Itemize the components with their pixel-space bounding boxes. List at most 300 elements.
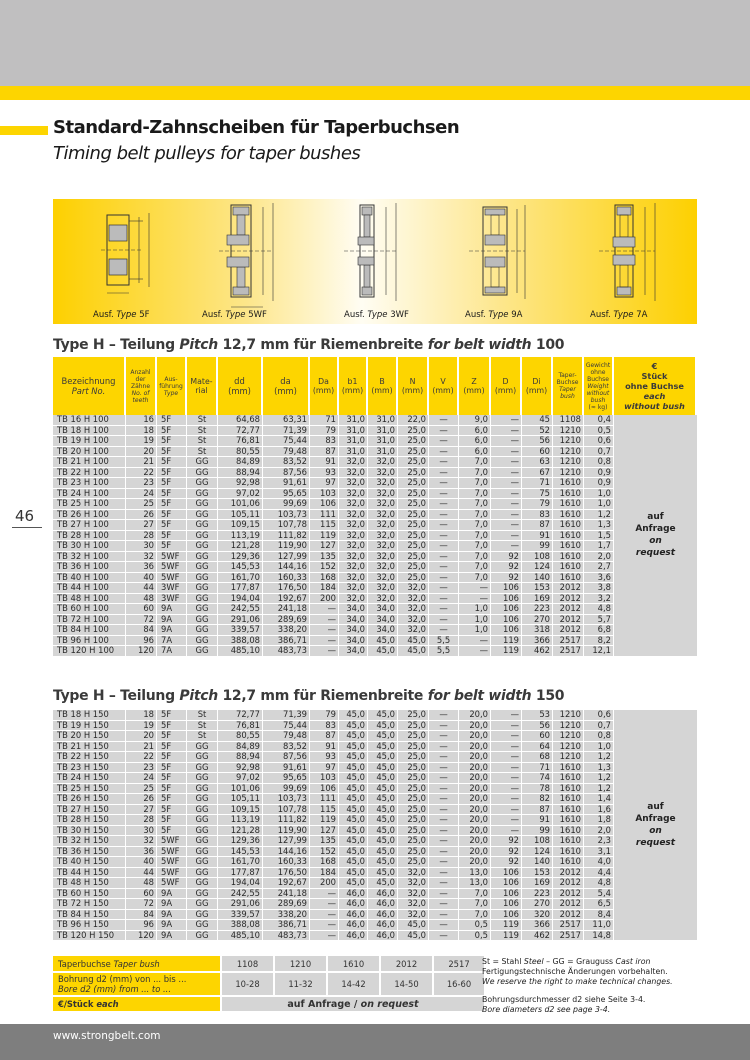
table-row bbox=[53, 552, 614, 563]
table-cell: GG bbox=[187, 847, 217, 857]
table-cell: — bbox=[491, 541, 521, 551]
table-cell: 63,31 bbox=[263, 415, 309, 425]
table-cell: 121,28 bbox=[218, 541, 262, 551]
table-cell: TB 32 H 150 bbox=[53, 836, 125, 846]
table-cell: 20,0 bbox=[459, 836, 490, 846]
table-cell: 20,0 bbox=[459, 763, 490, 773]
table-cell: TB 20 H 100 bbox=[53, 447, 125, 457]
table-cell: 9A bbox=[157, 910, 186, 920]
bore-range: 10-28 bbox=[221, 972, 274, 996]
table-cell: 7,0 bbox=[459, 562, 490, 572]
table-cell: 5WF bbox=[157, 573, 186, 583]
table-cell: 0,5 bbox=[459, 920, 490, 930]
table-cell: 145,53 bbox=[218, 847, 262, 857]
table-cell: TB 72 H 100 bbox=[53, 615, 125, 625]
table-cell: 82 bbox=[522, 794, 552, 804]
table-cell: 32,0 bbox=[368, 552, 397, 562]
table-cell: — bbox=[429, 604, 458, 614]
table-row bbox=[53, 826, 614, 837]
table-cell: 177,87 bbox=[218, 583, 262, 593]
table-cell: 3WF bbox=[157, 583, 186, 593]
table-cell: 1610 bbox=[553, 773, 583, 783]
table-cell: 45,0 bbox=[339, 752, 367, 762]
table-cell: 5WF bbox=[157, 868, 186, 878]
header-material: Mate- rial bbox=[187, 357, 217, 415]
table-row bbox=[53, 763, 614, 774]
table-cell: 32,0 bbox=[368, 583, 397, 593]
table-cell: 5F bbox=[157, 710, 186, 720]
header-weight: Gewicht ohne Buchse Weight without bush (≈ kg) bbox=[584, 357, 613, 415]
table-cell: — bbox=[429, 721, 458, 731]
taper-bush-table bbox=[53, 956, 486, 1013]
table-cell: GG bbox=[187, 752, 217, 762]
table-cell: — bbox=[429, 878, 458, 888]
table-cell: 32,0 bbox=[398, 889, 428, 899]
table-cell: 338,20 bbox=[263, 625, 309, 635]
table-cell: 24 bbox=[126, 773, 156, 783]
table-cell: 45,0 bbox=[368, 721, 397, 731]
table-cell: 1610 bbox=[553, 541, 583, 551]
table-row bbox=[53, 457, 614, 468]
table-cell: 52 bbox=[522, 426, 552, 436]
table-cell: 32,0 bbox=[368, 531, 397, 541]
table-cell: 1610 bbox=[553, 763, 583, 773]
table-cell: 25,0 bbox=[398, 836, 428, 846]
header-type: Aus- führung Type bbox=[157, 357, 186, 415]
table-cell: 339,57 bbox=[218, 625, 262, 635]
table-cell: — bbox=[310, 931, 338, 941]
table-cell: 1210 bbox=[553, 426, 583, 436]
table-cell: 3,1 bbox=[584, 847, 613, 857]
table-cell: 32,0 bbox=[398, 878, 428, 888]
table-cell: 2,3 bbox=[584, 836, 613, 846]
table-cell: 9A bbox=[157, 920, 186, 930]
table-cell: 1,2 bbox=[584, 510, 613, 520]
table-cell: — bbox=[491, 457, 521, 467]
table-cell: 45,0 bbox=[368, 826, 397, 836]
table-cell: 135 bbox=[310, 552, 338, 562]
table-cell: — bbox=[491, 721, 521, 731]
table-cell: 2012 bbox=[553, 889, 583, 899]
table-cell: 9A bbox=[157, 899, 186, 909]
table-cell: 109,15 bbox=[218, 520, 262, 530]
table-cell: 5,5 bbox=[429, 646, 458, 656]
table-cell: 318 bbox=[522, 625, 552, 635]
table-cell: 5F bbox=[157, 426, 186, 436]
table-row bbox=[53, 878, 614, 889]
table-cell: 5F bbox=[157, 773, 186, 783]
drawing-type-5wf bbox=[213, 203, 293, 313]
table-cell: 36 bbox=[126, 847, 156, 857]
table-cell: 32,0 bbox=[339, 594, 367, 604]
table-cell: TB 27 H 100 bbox=[53, 520, 125, 530]
table-cell: — bbox=[429, 447, 458, 457]
table-cell: 48 bbox=[126, 878, 156, 888]
table-cell: — bbox=[491, 731, 521, 741]
drawing-type-9a bbox=[463, 203, 543, 313]
header-B: B (mm) bbox=[368, 357, 397, 415]
table-cell: — bbox=[310, 615, 338, 625]
table-cell: 106 bbox=[491, 878, 521, 888]
table-cell: 83,52 bbox=[263, 742, 309, 752]
table-cell: 20,0 bbox=[459, 794, 490, 804]
table-cell: 40 bbox=[126, 573, 156, 583]
table-cell: 168 bbox=[310, 857, 338, 867]
table-cell: 9A bbox=[157, 604, 186, 614]
spec-table-150-body bbox=[53, 710, 697, 941]
bore-reference-note: Bohrungsdurchmesser d2 siehe Seite 3-4. Bore diameters d2 see page 3-4. bbox=[482, 995, 646, 1014]
section-title-150: Type H – Teilung Pitch 12,7 mm für Riemenbreite for belt width 150 bbox=[53, 688, 565, 704]
table-row bbox=[53, 784, 614, 795]
table-cell: — bbox=[491, 520, 521, 530]
table-cell: 289,69 bbox=[263, 899, 309, 909]
table-cell: TB 22 H 100 bbox=[53, 468, 125, 478]
bush-price-note: auf Anfrage / on request bbox=[221, 996, 485, 1012]
table-cell: 46,0 bbox=[368, 889, 397, 899]
table-cell: 97 bbox=[310, 478, 338, 488]
table-cell: 92 bbox=[491, 573, 521, 583]
table-cell: 21 bbox=[126, 742, 156, 752]
table-cell: 34,0 bbox=[339, 646, 367, 656]
table-cell: 388,08 bbox=[218, 636, 262, 646]
table-cell: 96 bbox=[126, 636, 156, 646]
header-D: D (mm) bbox=[491, 357, 521, 415]
table-cell: 1,8 bbox=[584, 815, 613, 825]
table-cell: 45,0 bbox=[339, 857, 367, 867]
table-cell: — bbox=[429, 752, 458, 762]
price-note-en1: on bbox=[649, 826, 662, 836]
table-cell: — bbox=[310, 604, 338, 614]
table-cell: GG bbox=[187, 773, 217, 783]
table-cell: 1610 bbox=[553, 499, 583, 509]
price-note-en2: request bbox=[635, 838, 676, 848]
table-cell: 45,0 bbox=[368, 868, 397, 878]
table-cell: 79,48 bbox=[263, 447, 309, 457]
header-part-no: Bezeichnung Part No. bbox=[53, 357, 125, 415]
table-cell: 18 bbox=[126, 710, 156, 720]
table-cell: 108 bbox=[522, 836, 552, 846]
table-cell: 31,0 bbox=[368, 415, 397, 425]
table-cell: — bbox=[491, 436, 521, 446]
table-cell: — bbox=[459, 646, 490, 656]
table-cell: 87,56 bbox=[263, 752, 309, 762]
table-cell: 7,0 bbox=[459, 531, 490, 541]
spec-table-150 bbox=[53, 710, 697, 941]
table-cell: TB 25 H 100 bbox=[53, 499, 125, 509]
table-cell: — bbox=[429, 436, 458, 446]
table-cell: 5WF bbox=[157, 562, 186, 572]
table-cell: 87,56 bbox=[263, 468, 309, 478]
table-row bbox=[53, 815, 614, 826]
table-cell: 31,0 bbox=[339, 415, 367, 425]
table-cell: 161,70 bbox=[218, 573, 262, 583]
table-cell: 71 bbox=[522, 478, 552, 488]
table-cell: 270 bbox=[522, 615, 552, 625]
table-row bbox=[53, 583, 614, 594]
page-title-de: Standard-Zahnscheiben für Taperbuchsen bbox=[53, 117, 460, 138]
table-cell: 45,0 bbox=[368, 836, 397, 846]
table-row bbox=[53, 415, 614, 426]
table-cell: 1,0 bbox=[459, 604, 490, 614]
table-cell: GG bbox=[187, 868, 217, 878]
table-cell: 75 bbox=[522, 489, 552, 499]
table-cell: 1610 bbox=[553, 815, 583, 825]
table-cell: 99,69 bbox=[263, 784, 309, 794]
table-cell: — bbox=[491, 752, 521, 762]
table-row bbox=[53, 847, 614, 858]
table-cell: — bbox=[429, 510, 458, 520]
table-cell: 25,0 bbox=[398, 847, 428, 857]
table-cell: 106 bbox=[491, 594, 521, 604]
table-cell: TB 40 H 100 bbox=[53, 573, 125, 583]
table-row bbox=[53, 520, 614, 531]
table-cell: 45,0 bbox=[368, 731, 397, 741]
table-cell: TB 25 H 150 bbox=[53, 784, 125, 794]
table-cell: 25,0 bbox=[398, 436, 428, 446]
table-cell: 2012 bbox=[553, 899, 583, 909]
table-cell: 0,5 bbox=[584, 426, 613, 436]
table-cell: 5F bbox=[157, 541, 186, 551]
table-cell: 113,19 bbox=[218, 815, 262, 825]
table-cell: — bbox=[491, 773, 521, 783]
table-cell: 388,08 bbox=[218, 920, 262, 930]
table-cell: 153 bbox=[522, 868, 552, 878]
table-cell: 25 bbox=[126, 499, 156, 509]
table-cell: 5F bbox=[157, 731, 186, 741]
table-cell: 72 bbox=[126, 615, 156, 625]
table-cell: 5WF bbox=[157, 836, 186, 846]
table-cell: 101,06 bbox=[218, 784, 262, 794]
table-cell: 25,0 bbox=[398, 826, 428, 836]
table-row bbox=[53, 794, 614, 805]
table-cell: 79 bbox=[310, 426, 338, 436]
table-cell: 75,44 bbox=[263, 436, 309, 446]
table-cell: 5F bbox=[157, 468, 186, 478]
table-cell: 241,18 bbox=[263, 604, 309, 614]
table-cell: 145,53 bbox=[218, 562, 262, 572]
table-cell: 64 bbox=[522, 742, 552, 752]
table-cell: 1,0 bbox=[584, 489, 613, 499]
table-cell: 107,78 bbox=[263, 805, 309, 815]
table-cell: 2012 bbox=[553, 878, 583, 888]
table-cell: 1610 bbox=[553, 552, 583, 562]
table-cell: 1,2 bbox=[584, 784, 613, 794]
table-cell: GG bbox=[187, 920, 217, 930]
table-cell: 3,6 bbox=[584, 573, 613, 583]
table-cell: 462 bbox=[522, 646, 552, 656]
table-cell: 46,0 bbox=[368, 910, 397, 920]
table-cell: 5F bbox=[157, 415, 186, 425]
table-cell: 1210 bbox=[553, 710, 583, 720]
table-cell: 291,06 bbox=[218, 615, 262, 625]
table-cell: 25,0 bbox=[398, 489, 428, 499]
table-cell: 1210 bbox=[553, 752, 583, 762]
table-cell: 6,5 bbox=[584, 899, 613, 909]
table-cell: 1,4 bbox=[584, 794, 613, 804]
table-cell: GG bbox=[187, 573, 217, 583]
header-Z: Z (mm) bbox=[459, 357, 490, 415]
table-cell: 140 bbox=[522, 857, 552, 867]
bore-range: 16-60 bbox=[433, 972, 485, 996]
table-cell: GG bbox=[187, 815, 217, 825]
table-cell: 366 bbox=[522, 920, 552, 930]
table-cell: 32,0 bbox=[398, 604, 428, 614]
table-cell: 1210 bbox=[553, 721, 583, 731]
table-cell: TB 26 H 100 bbox=[53, 510, 125, 520]
table-cell: 71,39 bbox=[263, 710, 309, 720]
price-note-de2: Anfrage bbox=[635, 814, 676, 824]
table-cell: 7,0 bbox=[459, 541, 490, 551]
table-cell: 270 bbox=[522, 899, 552, 909]
table-cell: 2012 bbox=[553, 615, 583, 625]
table-cell: — bbox=[491, 794, 521, 804]
table-row bbox=[53, 510, 614, 521]
table-cell: — bbox=[459, 594, 490, 604]
table-cell: — bbox=[429, 415, 458, 425]
table-cell: 46,0 bbox=[368, 899, 397, 909]
table-cell: 291,06 bbox=[218, 899, 262, 909]
table-cell: 3WF bbox=[157, 594, 186, 604]
table-cell: 45,0 bbox=[339, 847, 367, 857]
table-cell: 45,0 bbox=[339, 815, 367, 825]
table-cell: 386,71 bbox=[263, 636, 309, 646]
table-cell: 223 bbox=[522, 604, 552, 614]
table-cell: 9,0 bbox=[459, 415, 490, 425]
bush-size: 2012 bbox=[380, 956, 433, 972]
table-cell: — bbox=[429, 868, 458, 878]
spec-table-100 bbox=[53, 357, 697, 657]
table-cell: 1210 bbox=[553, 436, 583, 446]
table-cell: 31,0 bbox=[339, 426, 367, 436]
table-cell: 45,0 bbox=[339, 742, 367, 752]
table-cell: — bbox=[429, 541, 458, 551]
header-da: da (mm) bbox=[263, 357, 309, 415]
table-cell: 26 bbox=[126, 510, 156, 520]
table-cell: 31,0 bbox=[368, 436, 397, 446]
table-cell: 83,52 bbox=[263, 457, 309, 467]
table-cell: 109,15 bbox=[218, 805, 262, 815]
drawing-band bbox=[53, 199, 697, 324]
table-cell: 127,99 bbox=[263, 836, 309, 846]
table-cell: — bbox=[491, 499, 521, 509]
table-cell: 5F bbox=[157, 752, 186, 762]
table-cell: 44 bbox=[126, 868, 156, 878]
material-legend-note: St = Stahl Steel – GG = Grauguss Cast iron Fertigungstechnische Änderungen vorbehalten. We reserve the right to make technical changes. bbox=[482, 957, 673, 986]
table-cell: TB 84 H 100 bbox=[53, 625, 125, 635]
table-cell: 7A bbox=[157, 646, 186, 656]
table-cell: GG bbox=[187, 836, 217, 846]
table-cell: 32,0 bbox=[368, 489, 397, 499]
table-cell: 87 bbox=[522, 805, 552, 815]
table-cell: 7,0 bbox=[459, 899, 490, 909]
table-cell: 115 bbox=[310, 520, 338, 530]
table-cell: 7,0 bbox=[459, 573, 490, 583]
table-cell: 5F bbox=[157, 510, 186, 520]
table-cell: 25,0 bbox=[398, 499, 428, 509]
table-cell: 7,0 bbox=[459, 910, 490, 920]
table-cell: 5F bbox=[157, 478, 186, 488]
table-cell: — bbox=[429, 478, 458, 488]
table-cell: 18 bbox=[126, 426, 156, 436]
table-cell: 32,0 bbox=[398, 910, 428, 920]
table-cell: — bbox=[491, 478, 521, 488]
table-cell: 6,8 bbox=[584, 625, 613, 635]
table-cell: 91 bbox=[310, 457, 338, 467]
table-cell: 1108 bbox=[553, 415, 583, 425]
table-cell: 169 bbox=[522, 878, 552, 888]
table-cell: — bbox=[491, 815, 521, 825]
table-cell: 2012 bbox=[553, 594, 583, 604]
table-cell: TB 20 H 150 bbox=[53, 731, 125, 741]
caption-type-9a: Ausf. Type 9A bbox=[465, 310, 523, 320]
table-cell: 1610 bbox=[553, 510, 583, 520]
table-cell: 32,0 bbox=[339, 552, 367, 562]
table-cell: 1610 bbox=[553, 562, 583, 572]
table-cell: GG bbox=[187, 625, 217, 635]
table-cell: TB 44 H 100 bbox=[53, 583, 125, 593]
footer-website-link[interactable]: www.strongbelt.com bbox=[53, 1030, 161, 1042]
table-cell: 127 bbox=[310, 826, 338, 836]
table-cell: 25,0 bbox=[398, 773, 428, 783]
table-cell: 2517 bbox=[553, 636, 583, 646]
table-cell: 26 bbox=[126, 794, 156, 804]
table-cell: 45,0 bbox=[368, 878, 397, 888]
table-cell: — bbox=[429, 742, 458, 752]
table-cell: 1610 bbox=[553, 478, 583, 488]
table-cell: 79,48 bbox=[263, 731, 309, 741]
table-cell: St bbox=[187, 447, 217, 457]
table-cell: 22,0 bbox=[398, 415, 428, 425]
table-row bbox=[53, 868, 614, 879]
table-cell: 5F bbox=[157, 520, 186, 530]
table-cell: 20,0 bbox=[459, 742, 490, 752]
table-cell: — bbox=[429, 763, 458, 773]
table-cell: 88,94 bbox=[218, 752, 262, 762]
table-cell: 9A bbox=[157, 889, 186, 899]
table-cell: TB 22 H 150 bbox=[53, 752, 125, 762]
table-cell: 1210 bbox=[553, 731, 583, 741]
table-cell: 44 bbox=[126, 583, 156, 593]
table-cell: 194,04 bbox=[218, 878, 262, 888]
table-row bbox=[53, 742, 614, 753]
table-row bbox=[53, 447, 614, 458]
table-cell: 45,0 bbox=[398, 931, 428, 941]
table-cell: 119 bbox=[491, 636, 521, 646]
table-cell: 6,0 bbox=[459, 426, 490, 436]
table-cell: — bbox=[429, 615, 458, 625]
bush-row-label: Taperbuchse Taper bush bbox=[53, 956, 221, 972]
table-cell: 1610 bbox=[553, 805, 583, 815]
table-cell: 45,0 bbox=[339, 763, 367, 773]
table-cell: 20,0 bbox=[459, 752, 490, 762]
table-cell: 108 bbox=[522, 552, 552, 562]
table-cell: GG bbox=[187, 583, 217, 593]
table-cell: 106 bbox=[491, 615, 521, 625]
bush-row-sizes bbox=[53, 956, 485, 972]
table-cell: 32,0 bbox=[339, 499, 367, 509]
table-cell: 76,81 bbox=[218, 721, 262, 731]
table-cell: GG bbox=[187, 878, 217, 888]
table-cell: 97,02 bbox=[218, 773, 262, 783]
bore-range: 14-42 bbox=[327, 972, 380, 996]
table-cell: 12,1 bbox=[584, 646, 613, 656]
table-cell: 40 bbox=[126, 857, 156, 867]
table-cell: 20,0 bbox=[459, 773, 490, 783]
table-cell: 19 bbox=[126, 436, 156, 446]
table-cell: 160,33 bbox=[263, 573, 309, 583]
table-cell: 20,0 bbox=[459, 784, 490, 794]
table-cell: — bbox=[310, 920, 338, 930]
